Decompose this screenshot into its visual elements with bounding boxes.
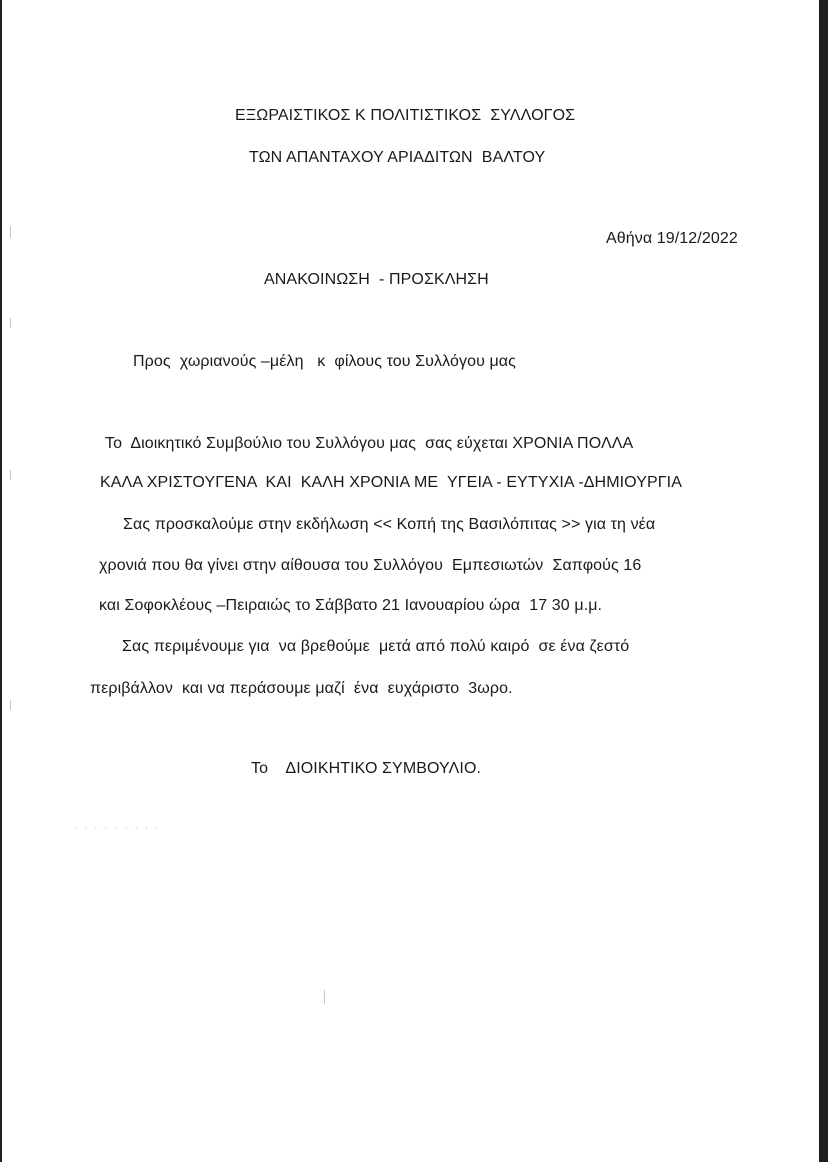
body-paragraph-2-line-3: και Σοφοκλέους –Πειραιώς το Σάββατο 21 Ιανουαρίου ώρα 17 30 μ.μ. (99, 597, 603, 614)
document-page (2, 0, 819, 1162)
recipient-line: Προς χωριανούς –μέλη κ φίλους του Συλλόγου μας (133, 353, 516, 370)
scan-artifact (10, 470, 11, 480)
scan-artifact (10, 700, 11, 710)
scan-dots: · · · · · · · · · (74, 823, 161, 834)
body-paragraph-1-line-1: Το Διοικητικό Συμβούλιο του Συλλόγου μας σας εύχεται ΧΡΟΝΙΑ ΠΟΛΛΑ (105, 435, 634, 452)
body-paragraph-2-line-1: Σας προσκαλούμε στην εκδήλωση << Κοπή της Βασιλόπιτας >> για τη νέα (123, 516, 656, 533)
body-paragraph-1-line-2: ΚΑΛΑ ΧΡΙΣΤΟΥΓΕΝΑ ΚΑΙ ΚΑΛΗ ΧΡΟΝΙΑ ΜΕ ΥΓΕΙΑ - ΕΥΤΥΧΙΑ -ΔΗΜΙΟΥΡΓΙΑ (100, 474, 682, 491)
header-line-1: ΕΞΩΡΑΙΣΤΙΚΟΣ Κ ΠΟΛΙΤΙΣΤΙΚΟΣ ΣΥΛΛΟΓΟΣ (235, 107, 576, 124)
scan-artifact (10, 226, 11, 238)
body-paragraph-3-line-1: Σας περιμένουμε για να βρεθούμε μετά από πολύ καιρό σε ένα ζεστό (122, 638, 630, 655)
header-line-2: ΤΩΝ ΑΠΑΝΤΑΧΟΥ ΑΡΙΑΔΙΤΩΝ ΒΑΛΤΟΥ (249, 149, 546, 166)
scan-artifact (324, 990, 325, 1004)
body-paragraph-3-line-2: περιβάλλον και να περάσουμε μαζί ένα ευχάριστο 3ωρο. (90, 680, 513, 697)
scan-artifact (10, 318, 11, 328)
document-date: Αθήνα 19/12/2022 (606, 230, 738, 247)
body-paragraph-2-line-2: χρονιά που θα γίνει στην αίθουσα του Συλλόγου Εμπεσιωτών Σαπφούς 16 (99, 557, 642, 574)
document-title: ΑΝΑΚΟΙΝΩΣΗ - ΠΡΟΣΚΛΗΣΗ (264, 271, 489, 288)
signature-line: Το ΔΙΟΙΚΗΤΙΚΟ ΣΥΜΒΟΥΛΙΟ. (251, 760, 482, 777)
